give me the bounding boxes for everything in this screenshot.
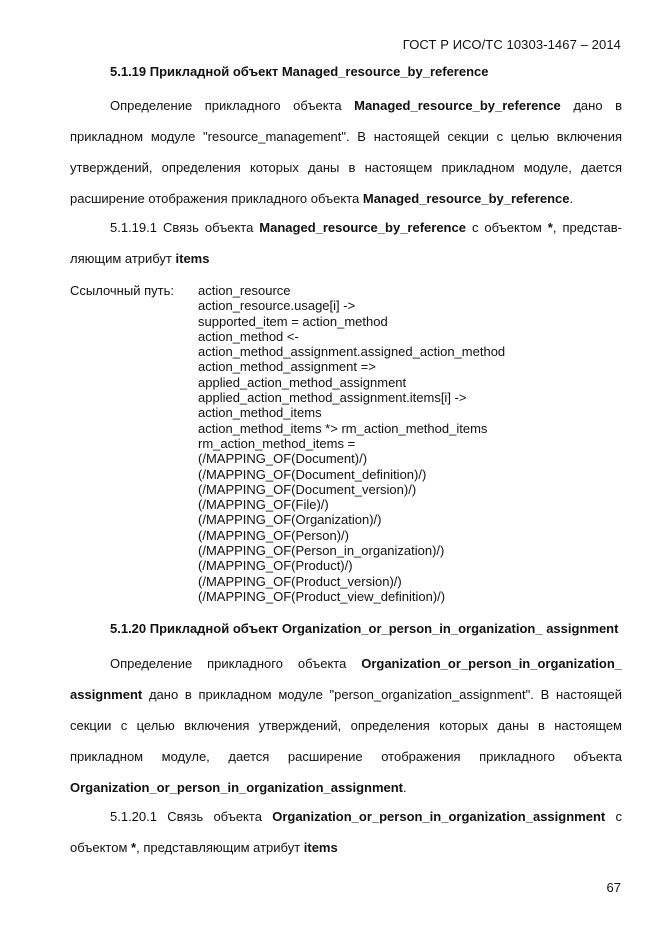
paragraph-line: Определение прикладного объекта Organization_or_person_in_organization_ xyxy=(110,656,622,671)
standard-header: ГОСТ Р ИСО/ТС 10303-1467 – 2014 xyxy=(402,37,621,52)
paragraph-line: прикладном модуле, дается расширение отображения прикладного объекта xyxy=(70,749,622,764)
reference-path-line: (/MAPPING_OF(Product_view_definition)/) xyxy=(198,588,446,604)
paragraph-relation-5-1-19-1 xyxy=(70,212,622,274)
reference-path-line: (/MAPPING_OF(Product_version)/) xyxy=(198,573,402,589)
paragraph-line: утверждений, определения которых даны в настоящем прикладном модуле, дается xyxy=(70,160,622,175)
reference-path-line: action_method_assignment.assigned_action_method xyxy=(198,344,506,360)
reference-path-line: (/MAPPING_OF(Document_version)/) xyxy=(198,481,417,497)
reference-path-line: rm_action_method_items = xyxy=(198,435,356,451)
reference-path-line: action_method_items xyxy=(198,405,322,421)
section-heading-5-1-20: 5.1.20 Прикладной объект Organization_or_person_in_organization_ assignment xyxy=(110,621,619,636)
reference-path-line: applied_action_method_assignment xyxy=(198,374,407,390)
reference-path-label: Ссылочный путь: xyxy=(70,283,174,298)
page-number: 67 xyxy=(606,880,621,895)
reference-path xyxy=(198,283,505,604)
paragraph-line: секции с целью включения утверждений, определения которых даны в настоящем xyxy=(70,718,622,733)
reference-path-line: (/MAPPING_OF(Product)/) xyxy=(198,558,353,574)
paragraph-line: объектом *, представляющим атрибут items xyxy=(70,840,338,855)
reference-path-line: action_method <- xyxy=(198,328,299,344)
paragraph-relation-5-1-20-1 xyxy=(70,801,622,863)
reference-path-line: action_method_assignment => xyxy=(198,359,376,375)
paragraph-line: Organization_or_person_in_organization_assignment. xyxy=(70,780,407,795)
reference-path-line: (/MAPPING_OF(Document_definition)/) xyxy=(198,466,427,482)
paragraph-line: assignment дано в прикладном модуле "person_organization_assignment". В настоящей xyxy=(70,687,622,702)
paragraph-definition-5-1-19 xyxy=(70,90,622,214)
reference-path-line: (/MAPPING_OF(File)/) xyxy=(198,497,329,513)
paragraph-line: 5.1.20.1 Связь объекта Organization_or_person_in_organization_assignment с xyxy=(110,809,622,824)
reference-path-line: action_resource.usage[i] -> xyxy=(198,298,356,314)
reference-path-line: supported_item = action_method xyxy=(198,313,388,329)
reference-path-line: action_resource xyxy=(198,283,291,298)
paragraph-line: 5.1.19.1 Связь объекта Managed_resource_by_reference с объектом *, представ- xyxy=(110,220,623,235)
paragraph-definition-5-1-20 xyxy=(70,648,622,803)
reference-path-line: (/MAPPING_OF(Person)/) xyxy=(198,527,349,543)
paragraph-line: прикладном модуле "resource_management". В настоящей секции с целью включения xyxy=(70,129,622,144)
paragraph-line: расширение отображения прикладного объекта Managed_resource_by_reference. xyxy=(70,191,574,206)
section-heading-5-1-19: 5.1.19 Прикладной объект Managed_resource_by_reference xyxy=(110,64,489,79)
reference-path-line: (/MAPPING_OF(Document)/) xyxy=(198,451,368,467)
reference-path-line: (/MAPPING_OF(Person_in_organization)/) xyxy=(198,543,445,559)
reference-path-line: applied_action_method_assignment.items[i] -> xyxy=(198,390,467,406)
paragraph-line: Определение прикладного объекта Managed_resource_by_reference дано в xyxy=(110,98,622,113)
paragraph-line: ляющим атрибут items xyxy=(70,251,210,266)
reference-path-line: action_method_items *> rm_action_method_items xyxy=(198,420,488,436)
reference-path-line: (/MAPPING_OF(Organization)/) xyxy=(198,512,382,528)
